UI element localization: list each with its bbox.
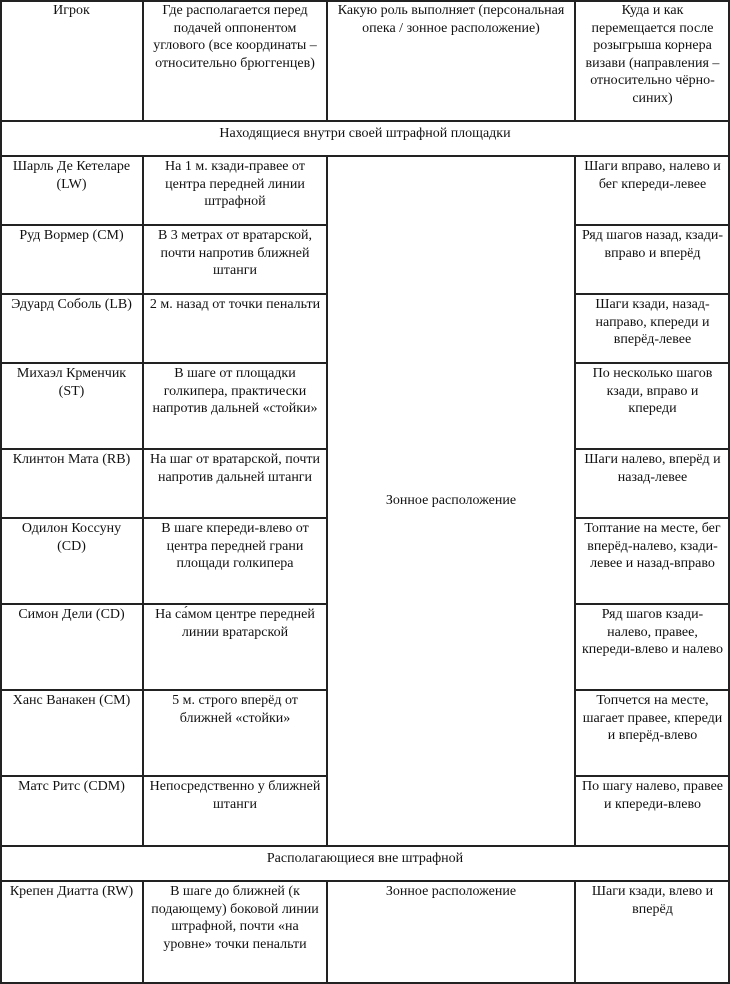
player-movement: По шагу налево, правее и кпереди-влево	[581, 779, 724, 812]
grid-line	[0, 120, 730, 122]
player-movement: Шаги вправо, налево и бег кпереди-левее	[584, 159, 721, 192]
player-position: 5 м. строго вперёд от ближней «стойки»	[172, 693, 298, 726]
grid-line	[0, 0, 730, 2]
grid-line	[0, 155, 730, 157]
grid-line	[0, 982, 730, 984]
section-title-outside-box: Располагающиеся вне штрафной	[266, 851, 464, 866]
grid-line	[0, 880, 730, 882]
player-role: Зонное расположение	[385, 884, 517, 899]
player-name: Одилон Коссуну (CD)	[21, 521, 122, 554]
player-movement: Ряд шагов кзади-налево, правее, кпереди-влево и налево	[582, 607, 723, 657]
grid-line	[0, 517, 327, 519]
grid-line	[326, 880, 328, 984]
player-movement: Шаги налево, вперёд и назад-левее	[584, 452, 721, 485]
grid-line	[574, 155, 576, 846]
grid-line	[0, 293, 327, 295]
player-position: В 3 метрах от вратарской, почти напротив ближней штанги	[157, 228, 313, 278]
grid-line	[0, 689, 327, 691]
grid-line	[575, 293, 730, 295]
header-movement: Куда и как перемещается после розыгрыша корнера визави (направления – относительно чёрно-синих)	[585, 3, 720, 106]
player-name: Михаэл Крменчик (ST)	[16, 366, 127, 399]
player-movement: Топчется на месте, шагает правее, кпереди и вперёд-влево	[582, 693, 723, 743]
grid-line	[0, 362, 327, 364]
grid-line	[142, 155, 144, 846]
grid-line	[0, 603, 327, 605]
grid-line	[575, 775, 730, 777]
player-position: На шаг от вратарской, почти напротив дальней штанги	[149, 452, 321, 485]
player-movement: По несколько шагов кзади, вправо и кпереди	[592, 366, 713, 416]
grid-line	[574, 0, 576, 121]
player-position: Непосредственно у ближней штанги	[149, 779, 321, 812]
grid-line	[575, 689, 730, 691]
player-position: 2 м. назад от точки пенальти	[149, 297, 321, 312]
grid-line	[575, 603, 730, 605]
header-role: Какую роль выполняет (персональная опека / зонное расположение)	[337, 3, 565, 36]
grid-line	[0, 0, 2, 984]
section-title-inside-box: Находящиеся внутри своей штрафной площадки	[219, 126, 511, 141]
grid-line	[575, 517, 730, 519]
player-name: Клинтон Мата (RB)	[12, 452, 131, 467]
player-position: На 1 м. кзади-правее от центра передней линии штрафной	[165, 159, 305, 209]
grid-line	[0, 448, 327, 450]
player-name: Матс Ритс (CDM)	[18, 779, 125, 794]
grid-line	[728, 0, 730, 984]
grid-line	[326, 0, 328, 121]
player-name: Ханс Ванакен (CM)	[12, 693, 131, 708]
player-movement: Шаги кзади, назад-направо, кпереди и вперёд-левее	[595, 297, 710, 347]
merged-role-cell	[327, 156, 575, 846]
header-position: Где располагается перед подачей оппонентом углового (все координаты – относительно брюггенцев)	[153, 3, 317, 71]
grid-line	[0, 224, 327, 226]
grid-line	[575, 448, 730, 450]
grid-line	[326, 155, 328, 846]
player-position: В шаге кпереди-влево от центра передней грани площади голкипера	[161, 521, 309, 571]
grid-line	[142, 880, 144, 984]
grid-line	[142, 0, 144, 121]
role-text: Зонное расположение	[385, 493, 517, 509]
player-name: Руд Вормер (CM)	[19, 228, 124, 243]
grid-line	[575, 224, 730, 226]
header-player: Игрок	[53, 3, 90, 18]
player-position: В шаге до ближней (к подающему) боковой линии штрафной, почти «на уровне» точки пенальти	[151, 884, 319, 952]
player-movement: Топтание на месте, бег вперёд-налево, кзади-левее и назад-вправо	[584, 521, 721, 571]
player-name: Симон Дели (CD)	[18, 607, 125, 622]
grid-line	[0, 775, 327, 777]
player-position: В шаге от площадки голкипера, практически напротив дальней «стойки»	[152, 366, 318, 416]
player-name: Крепен Диатта (RW)	[9, 884, 134, 899]
grid-line	[575, 362, 730, 364]
player-name: Эдуард Соболь (LB)	[11, 297, 132, 312]
grid-line	[0, 845, 730, 847]
grid-line	[574, 880, 576, 984]
player-position: На са́мом центре передней линии вратарской	[155, 607, 315, 640]
player-name: Шарль Де Кетеларе (LW)	[12, 159, 131, 192]
player-movement: Ряд шагов назад, кзади-вправо и вперёд	[581, 228, 724, 261]
player-movement: Шаги кзади, влево и вперёд	[591, 884, 714, 917]
